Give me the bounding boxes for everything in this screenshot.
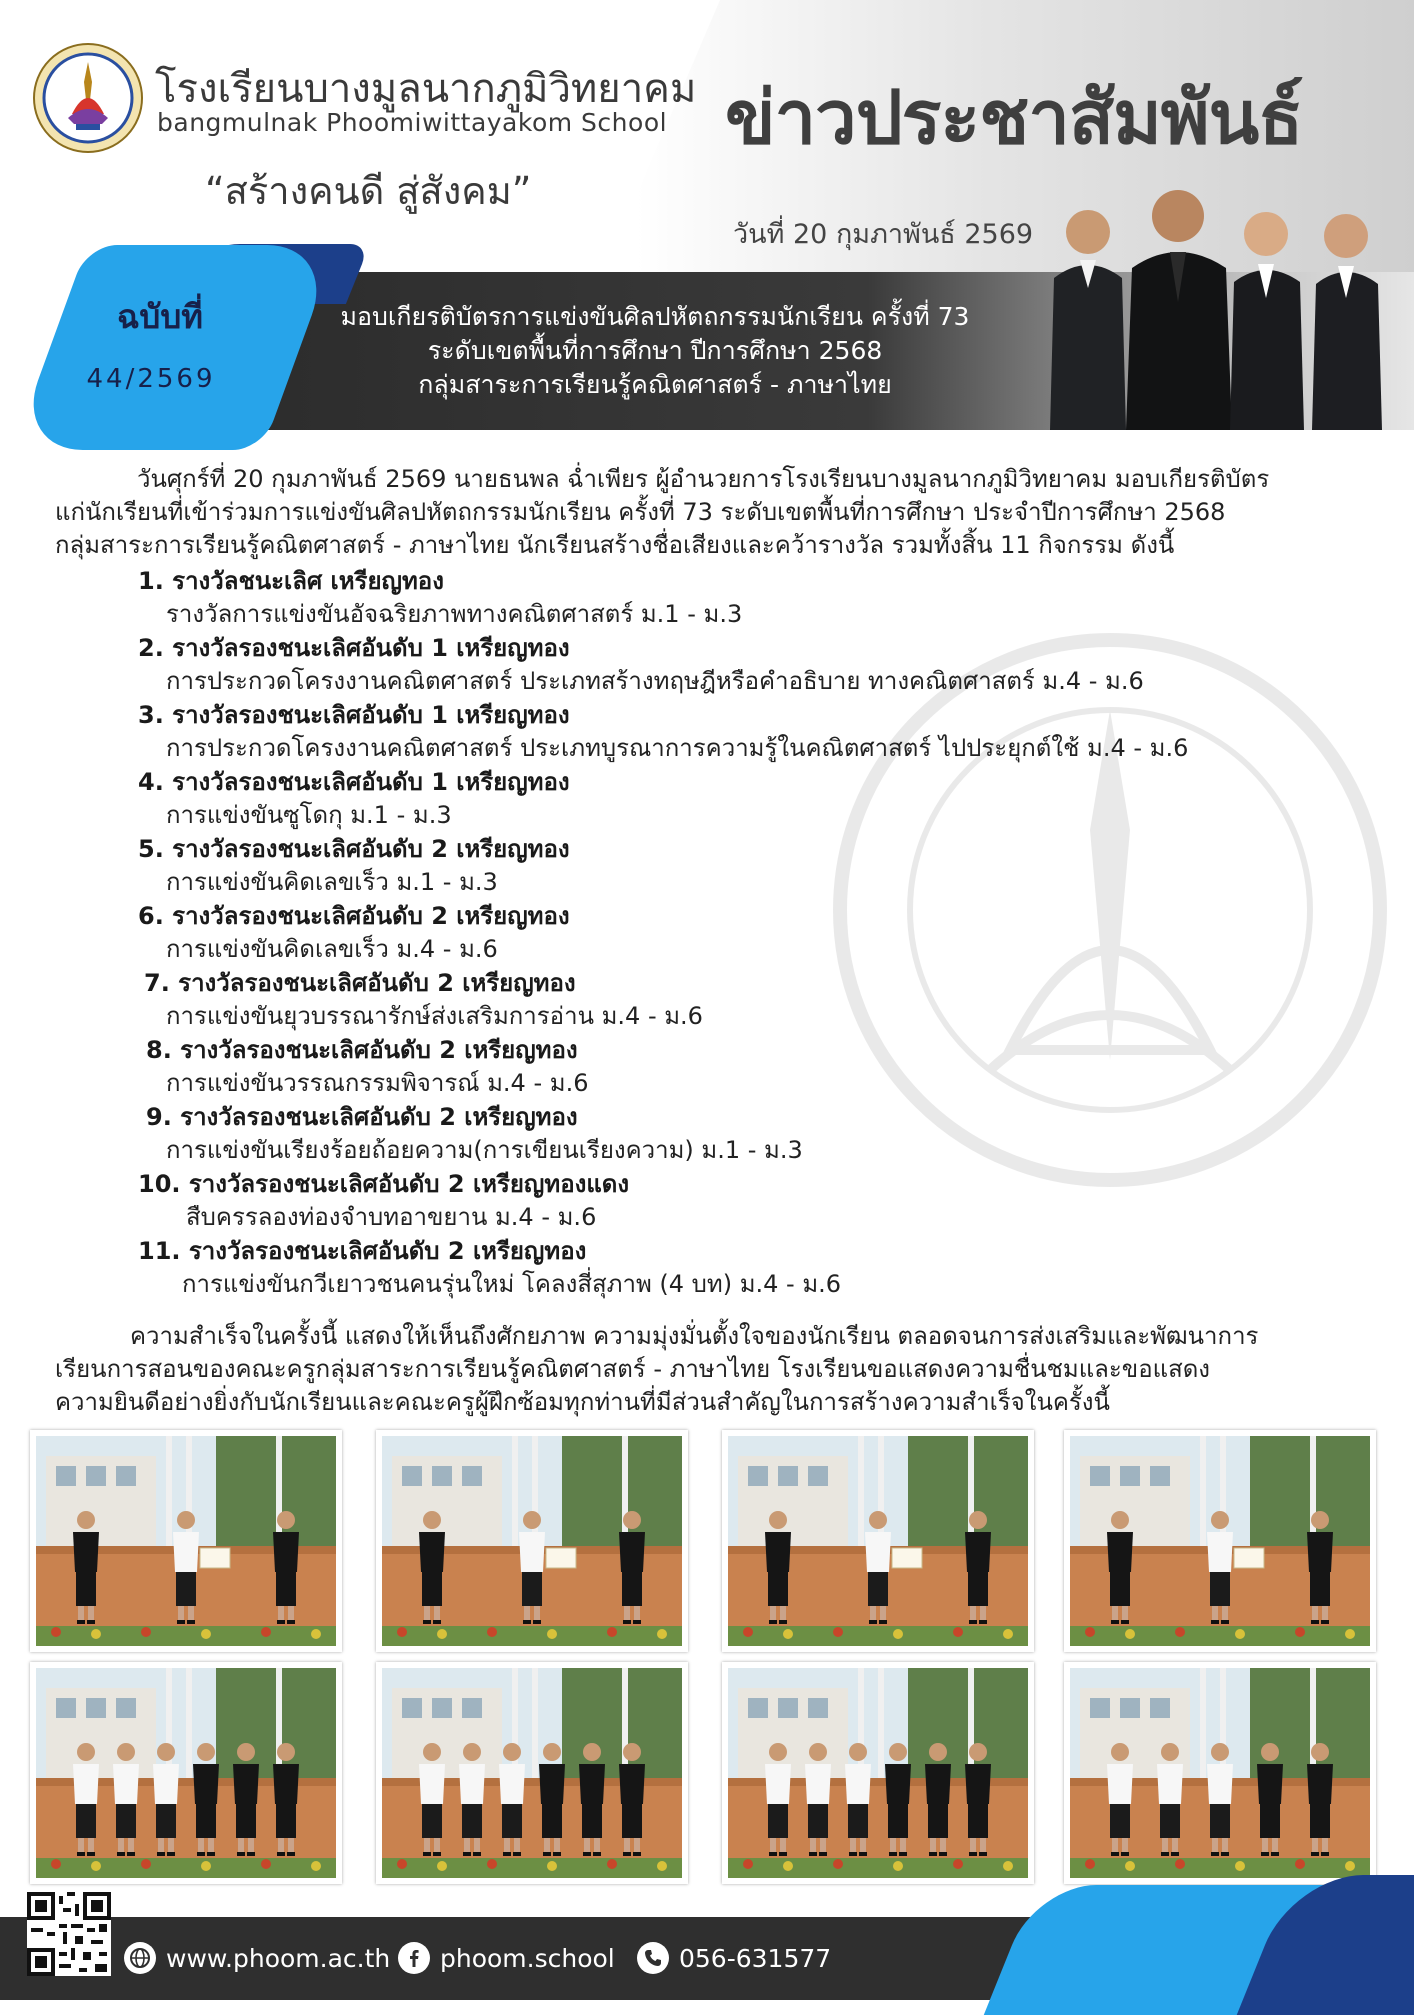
award-detail: การประกวดโครงงานคณิตศาสตร์ ประเภทสร้างทฤษฎีหรือคำอธิบาย ทางคณิตศาสตร์ ม.4 - ม.6 bbox=[166, 667, 1144, 695]
globe-icon bbox=[124, 1942, 156, 1974]
event-photo bbox=[30, 1430, 342, 1652]
award-title: 5. รางวัลรองชนะเลิศอันดับ 2 เหรียญทอง bbox=[138, 835, 570, 863]
award-title: 8. รางวัลรองชนะเลิศอันดับ 2 เหรียญทอง bbox=[146, 1036, 578, 1064]
closing-line-2: เรียนการสอนของคณะครูกลุ่มสาระการเรียนรู้คณิตศาสตร์ - ภาษาไทย โรงเรียนขอแสดงความชื่นชมและขอแสดง bbox=[55, 1355, 1211, 1383]
award-item bbox=[146, 1034, 588, 1100]
event-photo bbox=[1064, 1430, 1376, 1652]
award-title: 1. รางวัลชนะเลิศ เหรียญทอง bbox=[138, 567, 444, 595]
event-photo bbox=[376, 1430, 688, 1652]
award-item bbox=[144, 967, 703, 1033]
footer-phone[interactable] bbox=[637, 1942, 831, 1974]
footer-website[interactable] bbox=[124, 1942, 390, 1974]
award-item bbox=[138, 900, 570, 966]
school-logo bbox=[32, 42, 144, 154]
facebook-icon bbox=[398, 1942, 430, 1974]
intro-line-2: แก่นักเรียนที่เข้าร่วมการแข่งขันศิลปหัตถกรรมนักเรียน ครั้งที่ 73 ระดับเขตพื้นที่การศึกษา ประจำปีการศึกษา 2568 bbox=[55, 498, 1226, 526]
footer-facebook[interactable] bbox=[398, 1942, 615, 1974]
event-photo bbox=[376, 1662, 688, 1884]
award-detail: การแข่งขันยุวบรรณารักษ์ส่งเสริมการอ่าน ม.4 - ม.6 bbox=[166, 1002, 703, 1030]
school-motto: “สร้างคนดี สู่สังคม” bbox=[205, 169, 532, 213]
award-item bbox=[138, 766, 570, 832]
issue-label: ฉบับที่ bbox=[116, 297, 204, 336]
award-item bbox=[138, 699, 1188, 765]
award-title: 10. รางวัลรองชนะเลิศอันดับ 2 เหรียญทองแดง bbox=[138, 1170, 630, 1198]
executives-photo bbox=[1030, 190, 1390, 430]
headline-line-2: ระดับเขตพื้นที่การศึกษา ปีการศึกษา 2568 bbox=[427, 336, 883, 365]
award-detail: การแข่งขันคิดเลขเร็ว ม.1 - ม.3 bbox=[166, 868, 498, 896]
closing-paragraph bbox=[55, 1320, 1365, 1419]
award-title: 4. รางวัลรองชนะเลิศอันดับ 1 เหรียญทอง bbox=[138, 768, 570, 796]
award-detail: รางวัลการแข่งขันอัจฉริยภาพทางคณิตศาสตร์ ม.1 - ม.3 bbox=[166, 600, 743, 628]
closing-line-1: ความสำเร็จในครั้งนี้ แสดงให้เห็นถึงศักยภาพ ความมุ่งมั่นตั้งใจของนักเรียน ตลอดจนการส่งเสริมและพัฒนาการ bbox=[130, 1322, 1259, 1350]
award-item bbox=[138, 565, 742, 631]
award-item bbox=[146, 1101, 803, 1167]
facebook-text[interactable]: phoom.school bbox=[440, 1943, 615, 1973]
school-name-en: bangmulnak Phoomiwittayakom School bbox=[157, 108, 668, 137]
event-photo bbox=[1064, 1662, 1376, 1884]
headline-text bbox=[270, 300, 1040, 402]
issue-number: 44/2569 bbox=[86, 364, 216, 394]
award-title: 3. รางวัลรองชนะเลิศอันดับ 1 เหรียญทอง bbox=[138, 701, 570, 729]
award-item bbox=[138, 833, 570, 899]
school-name-th: โรงเรียนบางมูลนากภูมิวิทยาคม bbox=[155, 66, 697, 112]
closing-line-3: ความยินดีอย่างยิ่งกับนักเรียนและคณะครูผู้ฝึกซ้อมทุกท่านที่มีส่วนสำคัญในการสร้างความสำเร็จในครั้งนี้ bbox=[55, 1388, 1110, 1416]
award-detail: การแข่งขันกวีเยาวชนคนรุ่นใหม่ โคลงสี่สุภาพ (4 บท) ม.4 - ม.6 bbox=[182, 1270, 842, 1298]
award-item bbox=[138, 1168, 629, 1234]
award-detail: การแข่งขันซูโดกุ ม.1 - ม.3 bbox=[166, 801, 452, 829]
event-photo bbox=[30, 1662, 342, 1884]
award-detail: การประกวดโครงงานคณิตศาสตร์ ประเภทบูรณาการความรู้ในคณิตศาสตร์ ไปประยุกต์ใช้ ม.4 - ม.6 bbox=[166, 734, 1189, 762]
award-title: 7. รางวัลรองชนะเลิศอันดับ 2 เหรียญทอง bbox=[144, 969, 576, 997]
award-detail: การแข่งขันคิดเลขเร็ว ม.4 - ม.6 bbox=[166, 935, 498, 963]
headline-line-1: มอบเกียรติบัตรการแข่งขันศิลปหัตถกรรมนักเรียน ครั้งที่ 73 bbox=[340, 302, 970, 331]
award-detail: การแข่งขันเรียงร้อยถ้อยความ(การเขียนเรียงความ) ม.1 - ม.3 bbox=[166, 1136, 803, 1164]
phone-text[interactable]: 056-631577 bbox=[679, 1943, 832, 1973]
intro-line-3: กลุ่มสาระการเรียนรู้คณิตศาสตร์ - ภาษาไทย นักเรียนสร้างชื่อเสียงและคว้ารางวัล รวมทั้งสิ้น 11 กิจกรรม ดังนี้ bbox=[55, 531, 1175, 559]
award-item bbox=[138, 632, 1144, 698]
event-photo bbox=[722, 1662, 1034, 1884]
award-detail: การแข่งขันวรรณกรรมพิจารณ์ ม.4 - ม.6 bbox=[166, 1069, 589, 1097]
qr-code[interactable] bbox=[27, 1892, 111, 1976]
intro-paragraph bbox=[55, 463, 1365, 562]
award-item bbox=[138, 1235, 841, 1301]
award-title: 2. รางวัลรองชนะเลิศอันดับ 1 เหรียญทอง bbox=[138, 634, 570, 662]
award-title: 6. รางวัลรองชนะเลิศอันดับ 2 เหรียญทอง bbox=[138, 902, 570, 930]
award-detail: สืบครรลองท่องจำบทอาขยาน ม.4 - ม.6 bbox=[186, 1203, 597, 1231]
award-title: 11. รางวัลรองชนะเลิศอันดับ 2 เหรียญทอง bbox=[138, 1237, 587, 1265]
news-date: วันที่ 20 กุมภาพันธ์ 2569 bbox=[733, 219, 1034, 250]
award-title: 9. รางวัลรองชนะเลิศอันดับ 2 เหรียญทอง bbox=[146, 1103, 578, 1131]
intro-line-1: วันศุกร์ที่ 20 กุมภาพันธ์ 2569 นายธนพล ฉ่ำเพียร ผู้อำนวยการโรงเรียนบางมูลนากภูมิวิทยาคม มอบเกียรติบัตร bbox=[137, 465, 1270, 493]
event-photo bbox=[722, 1430, 1034, 1652]
website-text[interactable]: www.phoom.ac.th bbox=[166, 1943, 391, 1973]
news-title: ข่าวประชาสัมพันธ์ bbox=[725, 75, 1303, 161]
headline-line-3: กลุ่มสาระการเรียนรู้คณิตศาสตร์ - ภาษาไทย bbox=[418, 370, 892, 399]
phone-icon bbox=[637, 1942, 669, 1974]
